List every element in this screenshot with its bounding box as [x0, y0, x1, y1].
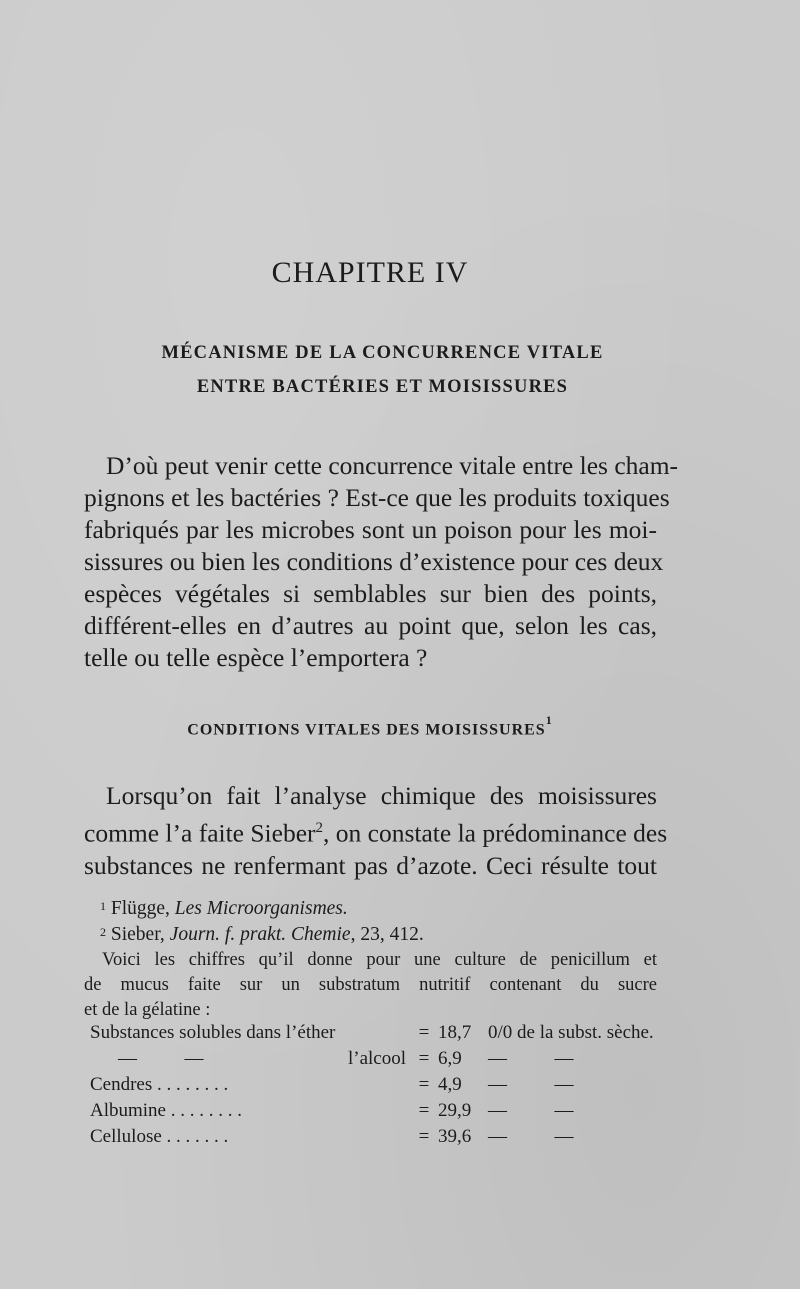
- row-value: 29,9: [438, 1100, 472, 1121]
- row-equals: =: [418, 1100, 430, 1121]
- row-unit: — —: [488, 1100, 574, 1121]
- footnote-reference: , 23, 412.: [350, 924, 424, 945]
- section-heading-text: CONDITIONS VITALES DES MOISISSURES: [187, 721, 546, 739]
- row-sublabel: l’alcool: [347, 1048, 406, 1069]
- footnote-number: 1: [100, 899, 106, 913]
- footnote-number: 2: [100, 925, 106, 939]
- table-row: [90, 1020, 654, 1046]
- paragraph-1-line: fabriqués par les microbes sont un poison pour les moi-: [84, 515, 657, 544]
- paragraph-1-line: sissures ou bien les conditions d’existence pour ces deux: [84, 547, 664, 576]
- row-unit: 0/0 de la subst. sèche.: [488, 1022, 654, 1043]
- footnote-mark: 1: [545, 713, 553, 727]
- footnote-2: [100, 922, 424, 947]
- paragraph-1-line: espèces végétales si semblables sur bien des points,: [84, 579, 657, 608]
- paragraph-2: [84, 780, 668, 882]
- row-label: Substances solubles dans l’éther: [90, 1022, 336, 1043]
- chapter-title-line-1: MÉCANISME DE LA CONCURRENCE VITALE: [161, 343, 604, 363]
- footnote-author: Flügge,: [110, 898, 175, 919]
- footnote-work: Les Microorganismes.: [174, 898, 348, 919]
- paragraph-1: [84, 450, 679, 674]
- row-unit: — —: [488, 1048, 574, 1069]
- row-label: — —: [118, 1048, 204, 1069]
- paragraph-2-line: substances ne renfermant pas d’azote. Ceci résulte tout: [84, 850, 657, 880]
- table-row: [90, 1098, 654, 1124]
- row-label: Cendres . . . . . . . .: [90, 1074, 229, 1095]
- row-equals: =: [418, 1126, 430, 1147]
- row-value: 4,9: [438, 1074, 462, 1095]
- table-row: [90, 1046, 654, 1072]
- footnote-line: de mucus faite sur un substratum nutritif contenant du sucre: [84, 975, 657, 995]
- footnote-1: [100, 896, 348, 921]
- footnote-work: Journ. f. prakt. Chemie: [169, 924, 351, 945]
- footnote-mark: 2: [315, 820, 324, 836]
- paragraph-1-line: D’où peut venir cette concurrence vitale entre les cham-: [106, 451, 679, 480]
- paragraph-1-line: telle ou telle espèce l’emportera ?: [84, 643, 428, 672]
- footnote-2-continuation: [84, 948, 657, 1023]
- row-equals: =: [418, 1074, 430, 1095]
- table-row: [90, 1072, 654, 1098]
- chapter-title-line-2: ENTRE BACTÉRIES ET MOISISSURES: [196, 377, 569, 397]
- table-row: [90, 1124, 654, 1150]
- row-unit: — —: [488, 1126, 574, 1147]
- paragraph-2-line: Lorsqu’on fait l’analyse chimique des moisissures: [106, 781, 657, 810]
- paragraph-2-text: , on constate la prédominance des: [323, 818, 668, 848]
- row-unit: — —: [488, 1074, 574, 1095]
- row-value: 39,6: [438, 1126, 472, 1147]
- paragraph-1-line: pignons et les bactéries ? Est-ce que les produits toxiques: [84, 483, 670, 512]
- paragraph-2-line: [84, 812, 668, 850]
- row-equals: =: [418, 1048, 430, 1069]
- row-equals: =: [418, 1022, 430, 1043]
- composition-table: [90, 1020, 654, 1150]
- paragraph-1-line: différent-elles en d’autres au point que, selon les cas,: [84, 611, 657, 640]
- footnote-line: et de la gélatine :: [84, 1000, 211, 1020]
- chapter-heading: CHAPITRE IV: [271, 256, 469, 289]
- paragraph-2-text: comme l’a faite Sieber: [84, 818, 316, 848]
- row-value: 6,9: [438, 1048, 462, 1069]
- row-value: 18,7: [438, 1022, 472, 1043]
- footnote-line: Voici les chiffres qu’il donne pour une culture de penicillum et: [102, 950, 657, 970]
- row-label: Albumine . . . . . . . .: [90, 1100, 242, 1121]
- row-label: Cellulose . . . . . . .: [90, 1126, 229, 1147]
- section-heading: [0, 713, 740, 739]
- footnote-author: Sieber,: [110, 924, 170, 945]
